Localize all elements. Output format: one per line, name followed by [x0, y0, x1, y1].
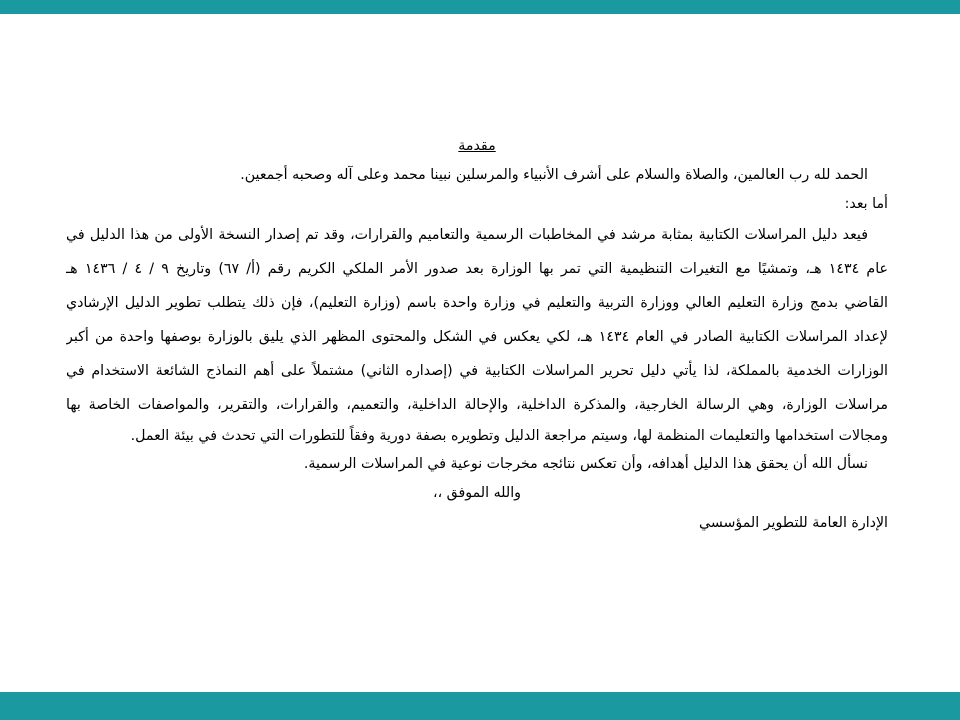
paragraph-line-3: القاضي بدمج وزارة التعليم العالي ووزارة التربية والتعليم في وزارة واحدة باسم (وزارة التعليم)، فإن ذلك يتطلب تطوير الدليل الإرشادي [66, 295, 888, 311]
paragraph-line-7: ومجالات استخدامها والتعليمات المنظمة لها، وسيتم مراجعة الدليل وتطويره بصفة دورية وفقاً للتطورات التي تحدث في بيئة العمل. [130, 428, 888, 444]
top-accent-bar [0, 0, 960, 14]
prayer-line: نسأل الله أن يحقق هذا الدليل أهدافه، وأن تعكس نتائجه مخرجات نوعية في المراسلات الرسمية. [303, 456, 868, 472]
paragraph-line-6: مراسلات الوزارة، وهي الرسالة الخارجية، والمذكرة الداخلية، والإحالة الداخلية، والتعميم، والقرارات، والتقرير، والمواصفات الخاصة بها [66, 397, 888, 413]
bottom-accent-bar [0, 692, 960, 720]
paragraph-line-4: لإعداد المراسلات الكتابية الصادر في العام ١٤٣٤ هـ، لكي يعكس في الشكل والمحتوى المظهر الذي يليق بالوزارة بوصفها واحدة من أكبر [66, 329, 888, 345]
opening-praise-line: الحمد لله رب العالمين، والصلاة والسلام على أشرف الأنبياء والمرسلين نبينا محمد وعلى آله وصحبه أجمعين. [240, 167, 868, 183]
paragraph-line-1: فيعد دليل المراسلات الكتابية بمثابة مرشد في المخاطبات الرسمية والتعاميم والقرارات، وقد تم إصدار النسخة الأولى من هذا الدليل في [66, 227, 868, 243]
paragraph-line-2: عام ١٤٣٤ هـ، وتمشيًا مع التغيرات التنظيمية التي تمر بها الوزارة بعد صدور الأمر الملكي الكريم رقم (أ/ ٦٧) وتاريخ ٩ / ٤ / ١٤٣٦ هـ [66, 261, 888, 277]
closing-line: والله الموفق ،، [432, 485, 521, 501]
amma-baad-line: أما بعد: [844, 196, 888, 212]
signature-line: الإدارة العامة للتطوير المؤسسي [699, 515, 888, 531]
document-title: مقدمة [458, 138, 496, 154]
document-body [66, 132, 888, 538]
paragraph-line-5: الوزارات الخدمية بالمملكة، لذا يأتي دليل تحرير المراسلات الكتابية في (إصداره الثاني) مشتملاً على أهم النماذج الشائعة الاستخدام في [66, 363, 888, 379]
